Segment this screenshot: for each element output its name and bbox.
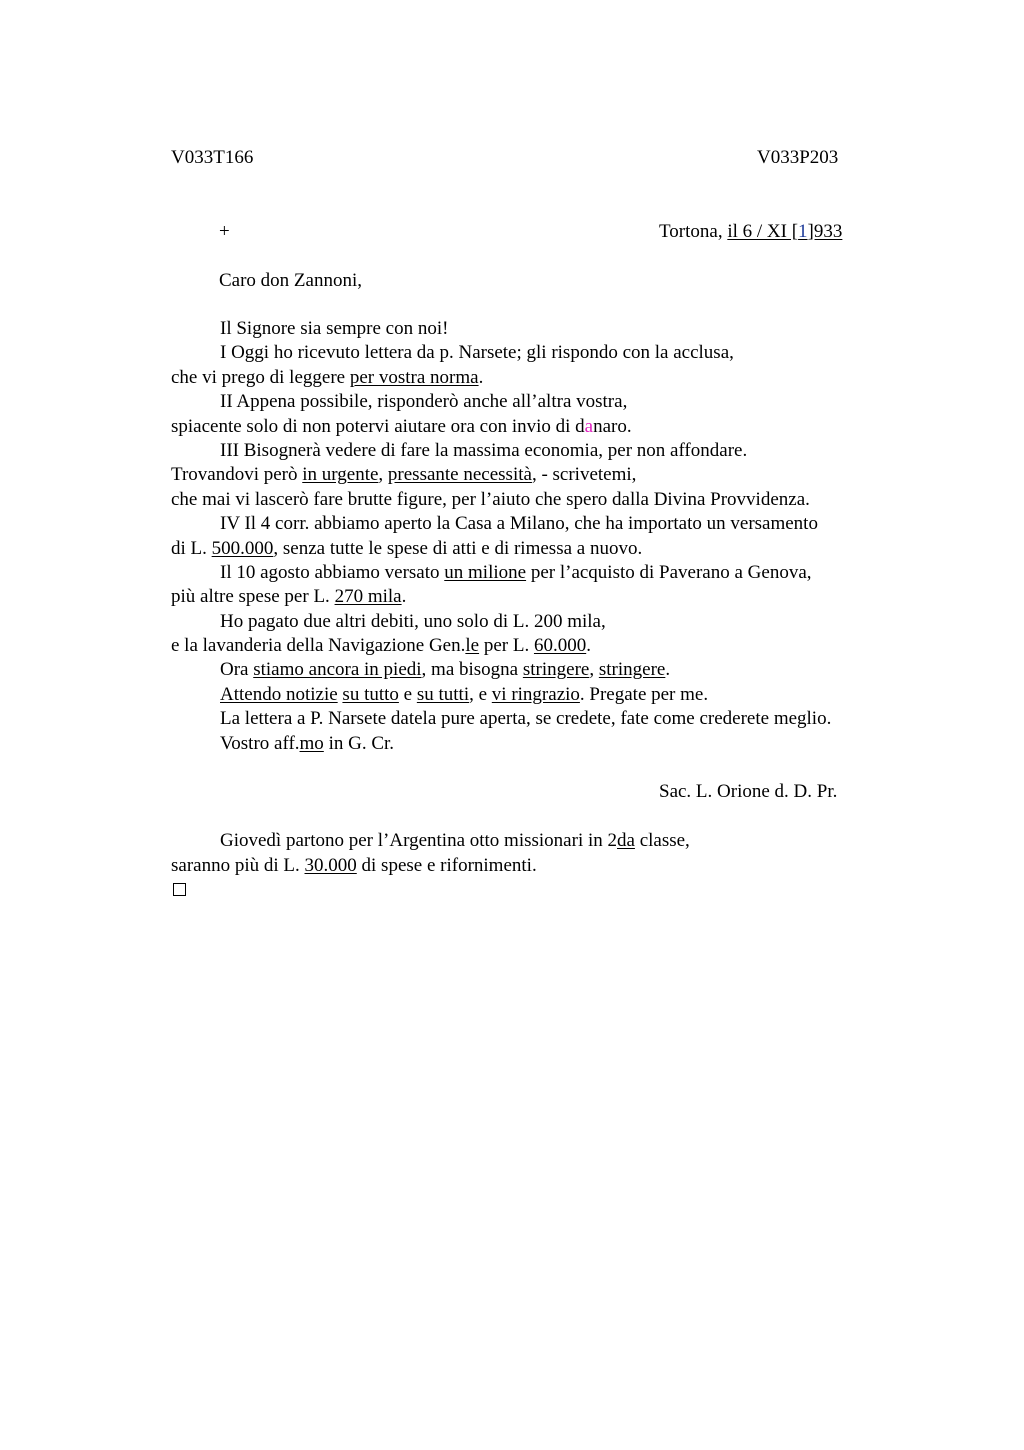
paragraph-4-line-1: IV Il 4 corr. abbiamo aperto la Casa a Milano, che ha importato un versamento xyxy=(220,513,818,535)
paragraph-3-line-3: che mai vi lascerò fare brutte figure, per l’aiuto che spero dalla Divina Provvidenza. xyxy=(171,488,810,510)
paragraph-3-line-2: Trovandovi però in urgente, pressante necessità, - scrivetemi, xyxy=(171,464,637,486)
paragraph-6-line-2: e la lavanderia della Navigazione Gen.le per L. 60.000. xyxy=(171,635,591,657)
paragraph-2-line-1: II Appena possibile, risponderò anche all’altra vostra, xyxy=(220,391,628,413)
dateline-date: il 6 / XI [1]933 xyxy=(727,221,843,242)
paragraph-5-line-1: Il 10 agosto abbiamo versato un milione per l’acquisto di Paverano a Genova, xyxy=(220,561,812,583)
paragraph-9: La lettera a P. Narsete datela pure aperta, se credete, fate come crederete meglio. xyxy=(220,708,832,730)
end-mark-square-icon xyxy=(173,883,186,896)
spacer xyxy=(171,756,931,780)
salutation: Caro don Zannoni, xyxy=(219,270,363,291)
date-bracket-digit: 1 xyxy=(798,221,808,242)
greeting-line: Il Signore sia sempre con noi! xyxy=(220,318,449,339)
dateline xyxy=(659,220,842,244)
paragraph-7: Ora stiamo ancora in piedi, ma bisogna stringere, stringere. xyxy=(220,659,671,681)
paragraph-5-line-2: più altre spese per L. 270 mila. xyxy=(171,586,407,608)
postscript-line-2: saranno più di L. 30.000 di spese e rifornimenti. xyxy=(171,854,537,876)
signature: Sac. L. Orione d. D. Pr. xyxy=(659,781,838,803)
dateline-place: Tortona, xyxy=(659,221,728,242)
paragraph-8: Attendo notizie su tutto e su tutti, e vi ringrazio. Pregate per me. xyxy=(220,683,709,705)
paragraph-3-line-1: III Bisognerà vedere di fare la massima economia, per non affondare. xyxy=(220,439,748,461)
header-right-code: V033P203 xyxy=(757,147,839,168)
paragraph-4-line-2: di L. 500.000, senza tutte le spese di atti e di rimessa a nuovo. xyxy=(171,537,643,559)
postscript-line-1: Giovedì partono per l’Argentina otto missionari in 2da classe, xyxy=(220,830,690,852)
paragraph-6-line-1: Ho pagato due altri debiti, uno solo di L. 200 mila, xyxy=(220,610,606,632)
closing-line: Vostro aff.mo in G. Cr. xyxy=(220,732,395,754)
cross-symbol: + xyxy=(219,221,230,242)
spacer xyxy=(171,805,931,829)
paragraph-1-line-2: che vi prego di leggere per vostra norma. xyxy=(171,366,484,388)
correction-mark: a xyxy=(584,415,594,437)
paragraph-2-line-2: spiacente solo di non potervi aiutare ora con invio di danaro. xyxy=(171,415,632,437)
header-left-code: V033T166 xyxy=(171,147,254,168)
letter-body xyxy=(171,317,931,878)
paragraph-1-line-1: I Oggi ho ricevuto lettera da p. Narsete; gli rispondo con la acclusa, xyxy=(220,342,734,364)
